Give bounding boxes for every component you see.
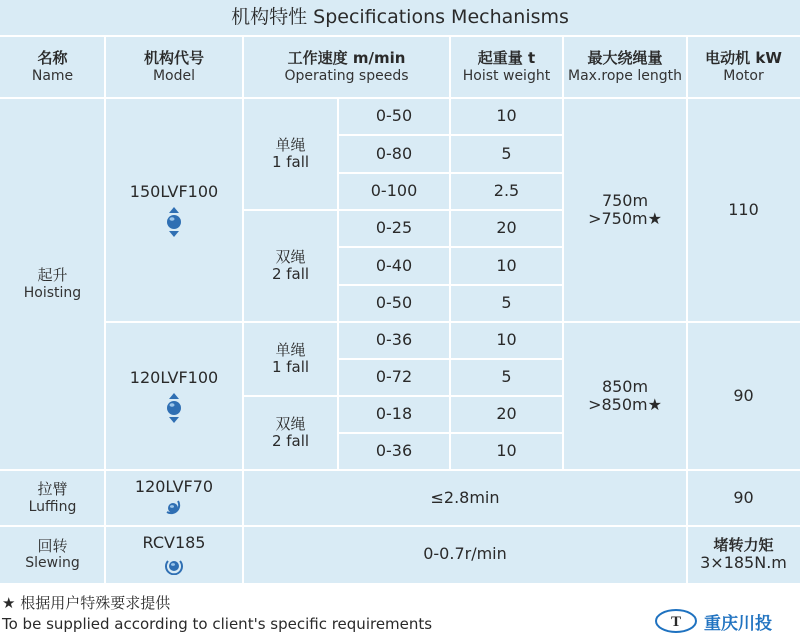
model-120lvf100-code: 120LVF100	[129, 367, 219, 387]
weight-cell: 2.5	[493, 181, 520, 201]
fall-label-double-1	[243, 210, 338, 322]
hoisting-name-cn: 起升	[37, 266, 68, 285]
rope-extended: >750m★	[588, 209, 662, 228]
fall-double-cn: 双绳	[275, 247, 306, 266]
model-150lvf100	[105, 98, 243, 322]
model-rcv185-code: RCV185	[142, 533, 206, 553]
fall-single-en: 1 fall	[271, 358, 310, 376]
luffing-name-cn: 拉臂	[37, 480, 68, 499]
speed-cell: 0-40	[375, 255, 413, 275]
model-rcv185	[105, 526, 243, 583]
weight-cell: 5	[501, 143, 512, 163]
grid-line	[0, 97, 800, 99]
model-120lvf70	[105, 470, 243, 526]
header-speed-cn: 工作速度 m/min	[287, 49, 406, 68]
header-name	[0, 36, 105, 98]
model-120lvf70-code: 120LVF70	[134, 476, 214, 496]
motor-110: 110	[728, 199, 759, 219]
grid-line	[337, 98, 339, 470]
grid-line	[449, 36, 451, 470]
weight-cell: 10	[496, 255, 517, 275]
logo-mark-icon	[654, 608, 698, 634]
slewing-name	[0, 526, 105, 583]
grid-line	[242, 36, 244, 583]
up-down-drum-icon	[166, 393, 182, 423]
slewing-speed: 0-0.7r/min	[423, 544, 507, 564]
weight-cell: 10	[496, 330, 517, 350]
logo-mark-letter: T	[670, 614, 682, 630]
grid-line	[243, 395, 563, 397]
rope-std: 850m	[601, 376, 649, 396]
grid-line	[243, 209, 563, 211]
fall-single-cn: 单绳	[275, 340, 306, 359]
luffing-speed: ≤2.8min	[430, 487, 500, 507]
header-model-cn: 机构代号	[143, 49, 204, 68]
grid-line	[0, 35, 800, 37]
grid-line	[562, 36, 564, 470]
footnote-en: To be supplied according to client's specific requirements	[2, 615, 433, 633]
slewing-motor-en: 3×185N.m	[700, 552, 787, 572]
header-hoist-en: Hoist weight	[462, 67, 551, 84]
model-150lvf100-code: 150LVF100	[129, 181, 219, 201]
grid-line	[0, 525, 800, 527]
header-motor	[687, 36, 800, 98]
header-name-cn: 名称	[37, 49, 68, 68]
weight-cell: 10	[496, 441, 517, 461]
fall-double-en: 2 fall	[271, 432, 310, 450]
table-title: 机构特性 Specifications Mechanisms	[231, 6, 569, 29]
fall-label-single-1	[243, 98, 338, 210]
model-120lvf100	[105, 322, 243, 470]
weight-cell: 10	[496, 106, 517, 126]
logo-text: 重庆川投	[704, 613, 772, 634]
rope-extended: >850m★	[588, 395, 662, 414]
luffing-motor: 90	[733, 487, 754, 507]
hoisting-name-en: Hoisting	[23, 284, 82, 301]
header-speed	[243, 36, 450, 98]
fall-single-en: 1 fall	[271, 153, 310, 171]
rotation-drum-icon	[164, 555, 184, 575]
speed-cell: 0-36	[375, 330, 413, 350]
header-model-en: Model	[152, 67, 196, 84]
header-hoist-weight	[450, 36, 563, 98]
fall-double-en: 2 fall	[271, 265, 310, 283]
header-rope	[563, 36, 687, 98]
speed-cell: 0-36	[375, 441, 413, 461]
speed-cell: 0-50	[375, 293, 413, 313]
fall-label-single-2	[243, 322, 338, 396]
slewing-motor-cn: 堵转力矩	[713, 535, 774, 554]
hoisting-name	[0, 98, 105, 470]
header-hoist-cn: 起重量 t	[477, 49, 536, 68]
footnote-cn: ★ 根据用户特殊要求提供	[2, 594, 171, 612]
grid-line	[0, 469, 800, 471]
weight-cell: 5	[501, 367, 512, 387]
grid-line	[105, 321, 800, 323]
header-rope-cn: 最大绕绳量	[587, 49, 663, 68]
speed-cell: 0-18	[375, 404, 413, 424]
speed-cell: 0-25	[375, 218, 413, 238]
weight-cell: 20	[496, 218, 517, 238]
motor-90: 90	[733, 385, 754, 405]
rotation-drum-icon	[164, 498, 184, 518]
speed-cell: 0-72	[375, 367, 413, 387]
fall-single-cn: 单绳	[275, 135, 306, 154]
rope-length-850	[563, 322, 687, 470]
header-motor-en: Motor	[723, 67, 764, 84]
rope-length-750	[563, 98, 687, 322]
header-speed-en: Operating speeds	[284, 67, 409, 84]
speed-cell: 0-100	[370, 181, 418, 201]
grid-line	[104, 36, 106, 583]
weight-cell: 20	[496, 404, 517, 424]
header-name-en: Name	[31, 67, 74, 84]
up-down-drum-icon	[166, 207, 182, 237]
slewing-motor	[687, 526, 800, 583]
luffing-name	[0, 470, 105, 526]
header-rope-en: Max.rope length	[568, 67, 682, 84]
luffing-name-en: Luffing	[28, 498, 77, 515]
speed-cell: 0-80	[375, 143, 413, 163]
grid-line	[686, 36, 688, 583]
header-motor-cn: 电动机 kW	[705, 49, 782, 68]
speed-cell: 0-50	[375, 106, 413, 126]
company-logo	[654, 607, 800, 635]
fall-double-cn: 双绳	[275, 414, 306, 433]
slewing-name-cn: 回转	[37, 536, 68, 555]
slewing-name-en: Slewing	[25, 555, 80, 572]
header-model	[105, 36, 243, 98]
rope-std: 750m	[601, 190, 649, 210]
fall-label-double-2	[243, 396, 338, 470]
weight-cell: 5	[501, 293, 512, 313]
